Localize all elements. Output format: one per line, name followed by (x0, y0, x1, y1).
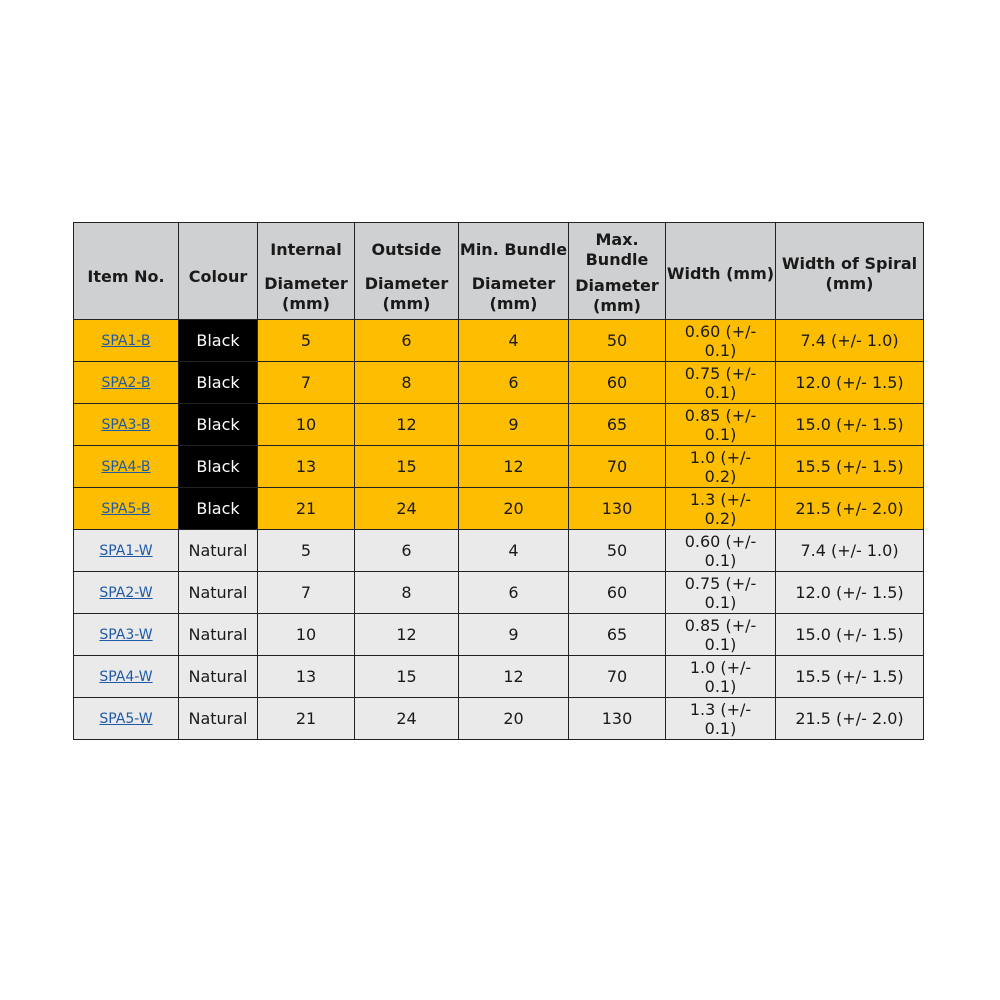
header-max-bundle-diameter: Max. Bundle Diameter (mm) (569, 223, 666, 320)
outside-diameter-cell (355, 488, 459, 530)
item-link[interactable]: SPA1-W (99, 543, 153, 559)
max-bundle-diameter-cell (569, 614, 666, 656)
max-bundle-diameter-value: 65 (606, 625, 628, 644)
max-bundle-diameter-cell (569, 446, 666, 488)
min-bundle-diameter-cell (459, 572, 569, 614)
colour-cell (179, 656, 258, 698)
width-of-spiral-cell (776, 488, 924, 530)
width-cell (666, 656, 776, 698)
width-of-spiral-value: 12.0 (+/- 1.5) (795, 583, 904, 602)
outside-diameter-value: 12 (396, 415, 417, 434)
table-row (74, 362, 924, 404)
spec-table (73, 222, 924, 740)
max-bundle-diameter-cell (569, 530, 666, 572)
max-bundle-diameter-cell (569, 362, 666, 404)
width-of-spiral-cell (776, 698, 924, 740)
colour-value: Natural (188, 625, 248, 644)
max-bundle-diameter-cell (569, 404, 666, 446)
width-of-spiral-value: 15.5 (+/- 1.5) (795, 667, 904, 686)
outside-diameter-value: 8 (401, 373, 412, 392)
width-value: 0.60 (+/- 0.1) (684, 321, 757, 360)
header-internal-diameter: Internal Diameter (mm) (258, 223, 355, 320)
colour-value: Black (196, 373, 240, 392)
outside-diameter-cell (355, 614, 459, 656)
header-min-bundle-diameter: Min. Bundle Diameter (mm) (459, 223, 569, 320)
header-width: Width (mm) (666, 223, 776, 320)
table-row (74, 530, 924, 572)
max-bundle-diameter-value: 50 (606, 331, 628, 350)
table-row (74, 698, 924, 740)
width-of-spiral-value: 7.4 (+/- 1.0) (800, 331, 899, 350)
min-bundle-diameter-value: 4 (508, 541, 519, 560)
header-item-no: Item No. (74, 223, 179, 320)
item-no-cell (74, 362, 179, 404)
outside-diameter-cell (355, 698, 459, 740)
width-cell (666, 446, 776, 488)
width-cell (666, 362, 776, 404)
colour-value: Natural (188, 583, 248, 602)
min-bundle-diameter-cell (459, 404, 569, 446)
max-bundle-diameter-value: 70 (606, 457, 628, 476)
colour-cell (179, 320, 258, 362)
max-bundle-diameter-value: 130 (601, 709, 633, 728)
internal-diameter-value: 21 (295, 709, 317, 728)
max-bundle-diameter-value: 70 (606, 667, 628, 686)
internal-diameter-value: 13 (295, 457, 317, 476)
internal-diameter-cell (258, 446, 355, 488)
outside-diameter-cell (355, 530, 459, 572)
min-bundle-diameter-cell (459, 698, 569, 740)
internal-diameter-value: 7 (300, 373, 312, 392)
outside-diameter-value: 12 (396, 625, 417, 644)
min-bundle-diameter-value: 12 (503, 667, 524, 686)
max-bundle-diameter-value: 65 (606, 415, 628, 434)
item-link[interactable]: SPA3-W (99, 627, 153, 643)
width-of-spiral-cell (776, 446, 924, 488)
colour-cell (179, 446, 258, 488)
max-bundle-diameter-cell (569, 572, 666, 614)
max-bundle-diameter-cell (569, 698, 666, 740)
internal-diameter-cell (258, 614, 355, 656)
width-cell (666, 614, 776, 656)
width-cell (666, 488, 776, 530)
table-row (74, 446, 924, 488)
item-link[interactable]: SPA3-B (101, 417, 151, 433)
min-bundle-diameter-value: 20 (503, 709, 524, 728)
width-of-spiral-value: 21.5 (+/- 2.0) (795, 709, 904, 728)
width-of-spiral-cell (776, 656, 924, 698)
internal-diameter-cell (258, 656, 355, 698)
width-of-spiral-value: 21.5 (+/- 2.0) (795, 499, 904, 518)
max-bundle-diameter-cell (569, 320, 666, 362)
internal-diameter-value: 10 (295, 625, 317, 644)
width-value: 0.60 (+/- 0.1) (684, 531, 757, 570)
width-value: 0.85 (+/- 0.1) (684, 405, 757, 444)
width-value: 1.0 (+/- 0.1) (689, 657, 752, 696)
item-no-cell (74, 320, 179, 362)
min-bundle-diameter-value: 6 (508, 583, 519, 602)
colour-cell (179, 404, 258, 446)
min-bundle-diameter-value: 20 (503, 499, 524, 518)
outside-diameter-value: 6 (401, 331, 412, 350)
width-of-spiral-cell (776, 362, 924, 404)
table-row (74, 404, 924, 446)
internal-diameter-cell (258, 404, 355, 446)
outside-diameter-cell (355, 656, 459, 698)
internal-diameter-cell (258, 320, 355, 362)
min-bundle-diameter-cell (459, 320, 569, 362)
width-of-spiral-value: 15.0 (+/- 1.5) (795, 625, 904, 644)
item-no-cell (74, 656, 179, 698)
min-bundle-diameter-cell (459, 656, 569, 698)
header-colour: Colour (179, 223, 258, 320)
colour-value: Black (196, 499, 240, 518)
item-link[interactable]: SPA1-B (101, 333, 151, 349)
width-of-spiral-cell (776, 572, 924, 614)
internal-diameter-value: 10 (295, 415, 317, 434)
outside-diameter-value: 15 (396, 457, 417, 476)
max-bundle-diameter-cell (569, 488, 666, 530)
min-bundle-diameter-cell (459, 446, 569, 488)
internal-diameter-value: 5 (300, 331, 312, 350)
internal-diameter-cell (258, 488, 355, 530)
table-header (74, 223, 924, 320)
outside-diameter-value: 6 (401, 541, 412, 560)
header-row (74, 223, 924, 320)
min-bundle-diameter-value: 4 (508, 331, 519, 350)
colour-value: Black (196, 415, 240, 434)
item-link[interactable]: SPA4-B (101, 459, 151, 475)
item-no-cell (74, 488, 179, 530)
width-of-spiral-cell (776, 614, 924, 656)
colour-value: Natural (188, 541, 248, 560)
min-bundle-diameter-value: 9 (508, 415, 519, 434)
min-bundle-diameter-cell (459, 614, 569, 656)
width-value: 0.75 (+/- 0.1) (684, 363, 757, 402)
max-bundle-diameter-cell (569, 656, 666, 698)
outside-diameter-value: 8 (401, 583, 412, 602)
width-value: 1.3 (+/- 0.2) (689, 489, 752, 528)
min-bundle-diameter-value: 9 (508, 625, 519, 644)
width-value: 0.85 (+/- 0.1) (684, 615, 757, 654)
colour-value: Black (196, 457, 240, 476)
internal-diameter-cell (258, 362, 355, 404)
width-value: 1.3 (+/- 0.1) (689, 699, 752, 738)
width-cell (666, 572, 776, 614)
colour-value: Natural (188, 667, 248, 686)
item-no-cell (74, 446, 179, 488)
max-bundle-diameter-value: 130 (601, 499, 633, 518)
width-cell (666, 698, 776, 740)
outside-diameter-cell (355, 320, 459, 362)
outside-diameter-cell (355, 362, 459, 404)
colour-cell (179, 572, 258, 614)
width-value: 1.0 (+/- 0.2) (689, 447, 752, 486)
outside-diameter-cell (355, 404, 459, 446)
item-no-cell (74, 698, 179, 740)
width-of-spiral-value: 15.5 (+/- 1.5) (795, 457, 904, 476)
width-of-spiral-cell (776, 530, 924, 572)
table-row (74, 614, 924, 656)
width-of-spiral-value: 15.0 (+/- 1.5) (795, 415, 904, 434)
table-row (74, 488, 924, 530)
min-bundle-diameter-value: 12 (503, 457, 524, 476)
colour-cell (179, 614, 258, 656)
width-of-spiral-cell (776, 404, 924, 446)
item-link[interactable]: SPA5-W (99, 711, 153, 727)
min-bundle-diameter-cell (459, 362, 569, 404)
item-link[interactable]: SPA4-W (99, 669, 153, 685)
min-bundle-diameter-cell (459, 488, 569, 530)
outside-diameter-value: 24 (396, 709, 417, 728)
colour-cell (179, 488, 258, 530)
width-cell (666, 404, 776, 446)
item-no-cell (74, 572, 179, 614)
colour-cell (179, 698, 258, 740)
width-of-spiral-cell (776, 320, 924, 362)
header-width-of-spiral: Width of Spiral (mm) (776, 223, 924, 320)
colour-value: Black (196, 331, 240, 350)
outside-diameter-cell (355, 446, 459, 488)
colour-value: Natural (188, 709, 248, 728)
min-bundle-diameter-value: 6 (508, 373, 519, 392)
internal-diameter-cell (258, 572, 355, 614)
item-no-cell (74, 530, 179, 572)
width-cell (666, 320, 776, 362)
max-bundle-diameter-value: 50 (606, 541, 628, 560)
outside-diameter-value: 24 (396, 499, 417, 518)
colour-cell (179, 362, 258, 404)
item-no-cell (74, 614, 179, 656)
max-bundle-diameter-value: 60 (606, 583, 628, 602)
internal-diameter-cell (258, 698, 355, 740)
min-bundle-diameter-cell (459, 530, 569, 572)
max-bundle-diameter-value: 60 (606, 373, 628, 392)
item-link[interactable]: SPA2-B (101, 375, 151, 391)
internal-diameter-value: 7 (300, 583, 312, 602)
internal-diameter-value: 21 (295, 499, 317, 518)
outside-diameter-cell (355, 572, 459, 614)
outside-diameter-value: 15 (396, 667, 417, 686)
table-body (74, 320, 924, 740)
width-cell (666, 530, 776, 572)
internal-diameter-value: 5 (300, 541, 312, 560)
item-link[interactable]: SPA2-W (99, 585, 153, 601)
width-of-spiral-value: 7.4 (+/- 1.0) (800, 541, 899, 560)
internal-diameter-value: 13 (295, 667, 317, 686)
width-value: 0.75 (+/- 0.1) (684, 573, 757, 612)
item-no-cell (74, 404, 179, 446)
table-row (74, 656, 924, 698)
table-row (74, 320, 924, 362)
internal-diameter-cell (258, 530, 355, 572)
colour-cell (179, 530, 258, 572)
item-link[interactable]: SPA5-B (101, 501, 151, 517)
width-of-spiral-value: 12.0 (+/- 1.5) (795, 373, 904, 392)
header-outside-diameter: Outside Diameter (mm) (355, 223, 459, 320)
table-row (74, 572, 924, 614)
